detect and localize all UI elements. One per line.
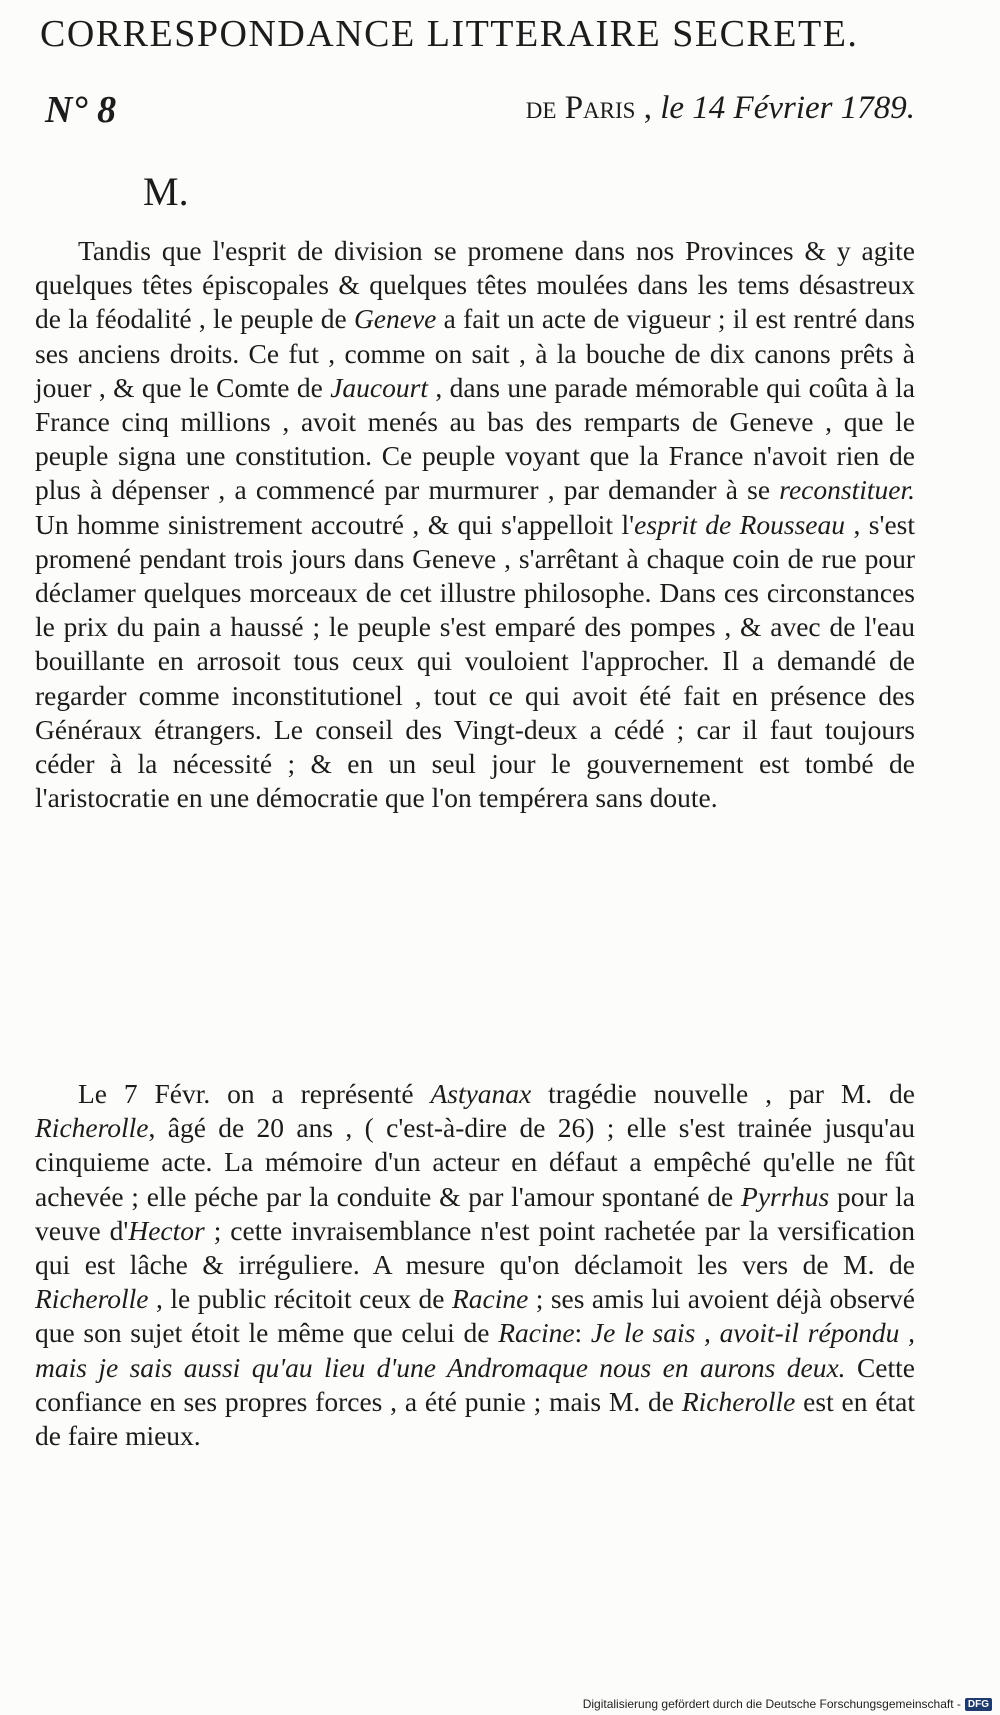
italic-run: Racine	[451, 1283, 529, 1315]
issue-line	[45, 88, 915, 138]
italic-run: Je le sais , avoit-il répondu , mais je sais aussi qu'au lieu d'une Andromaque nous en aurons deux.	[35, 1317, 915, 1383]
text-run: , s'est promené pendant trois jours dans Geneve , s'arrêtant à chaque coin de rue pour déclamer quelques morceaux de cet illustre philosophe. Dans ces circonstances le prix du pain a haussé ; le peuple s'est emparé des pompes , & avec de l'eau bouillante en arrosoit tous ceux qui vouloient l'approcher. Il a demandé de regarder comme inconstitutionel , tout ce qui avoit été fait en présence des Généraux étrangers. Le conseil des Vingt-deux a cédé ; car il faut toujours céder à la nécessité ; & en un seul jour le gouvernement est tombé de l'aristocratie en une démocratie que l'on tempérera sans doute.	[35, 508, 915, 814]
paragraph-astyanax	[35, 1077, 915, 1453]
text-run: est en état de faire mieux.	[35, 1385, 915, 1452]
text-run: ; cette invraisemblance n'est point rachetée par la versification qui est lâche & irréguliere. A mesure qu'on déclamoit les vers de M. de	[35, 1214, 915, 1281]
text-run: Cette confiance en ses propres forces , a été punie ; mais M. de	[35, 1351, 915, 1417]
dateline-place: de Paris	[525, 90, 636, 126]
italic-run: Astyanax	[430, 1078, 532, 1109]
text-run: a fait un acte de vigueur ; il est rentré dans ses anciens droits. Ce fut , comme on sait , à la bouche de dix canons prêts à jouer , & que le Comte de	[35, 303, 916, 403]
paragraph-geneva	[35, 234, 915, 815]
dateline	[526, 90, 915, 127]
text-run: Tandis que l'esprit de division se promene dans nos Provinces & y agite quelques têtes épiscopales & quelques têtes moulées dans les tems désastreux de la féodalité , le peuple de	[35, 235, 915, 335]
text-run: pour la veuve d'	[35, 1180, 915, 1246]
italic-run: Richerolle	[35, 1112, 149, 1144]
credit-text: Digitalisierung gefördert durch die Deutsche Forschungsgemeinschaft -	[582, 1696, 961, 1711]
dateline-date: le 14 Février 1789.	[660, 90, 915, 126]
italic-run: Geneve	[353, 303, 437, 335]
italic-run: Jaucourt	[330, 371, 428, 403]
italic-run: Hector	[128, 1214, 205, 1246]
salutation: M.	[143, 169, 189, 214]
text-run: Le 7 Févr. on a représenté	[78, 1078, 431, 1109]
text-run: , dans une parade mémorable qui coûta à la France cinq millions , avoit menés au bas des remparts de Geneve , que le peuple signa une constitution. Ce peuple voyant que la France n'avoit rien de plus à dépenser , a commencé par murmurer , par demander à se	[35, 371, 915, 506]
text-run: ; ses amis lui avoient déjà observé que son sujet étoit le même que celui de	[35, 1283, 915, 1349]
italic-run: reconstituer.	[779, 474, 915, 506]
issue-number: N° 8	[45, 89, 117, 131]
dfg-logo: DFG	[965, 1698, 992, 1711]
italic-run: Pyrrhus	[741, 1180, 830, 1212]
masthead-title: CORRESPONDANCE LITTERAIRE SECRETE.	[40, 13, 859, 55]
digitization-credit	[0, 1697, 992, 1711]
italic-run: esprit de Rousseau	[634, 508, 846, 540]
text-run: Un homme sinistrement accoutré , & qui s'appelloit l'	[35, 508, 635, 540]
italic-run: Richerolle	[681, 1385, 796, 1417]
dateline-separator: ,	[635, 90, 661, 126]
text-run: :	[574, 1317, 591, 1349]
text-run: , le public récitoit ceux de	[148, 1283, 452, 1315]
text-run: tragédie nouvelle , par M. de	[531, 1078, 915, 1109]
italic-run: Racine	[498, 1317, 575, 1349]
italic-run: Richerolle	[35, 1283, 149, 1315]
text-run: , âgé de 20 ans , ( c'est-à-dire de 26) ; elle s'est trainée jusqu'au cinquieme acte. La mémoire d'un acteur en défaut a empêché qu'elle ne fût achevée ; elle péche par la conduite & par l'amour spontané de	[35, 1112, 915, 1212]
